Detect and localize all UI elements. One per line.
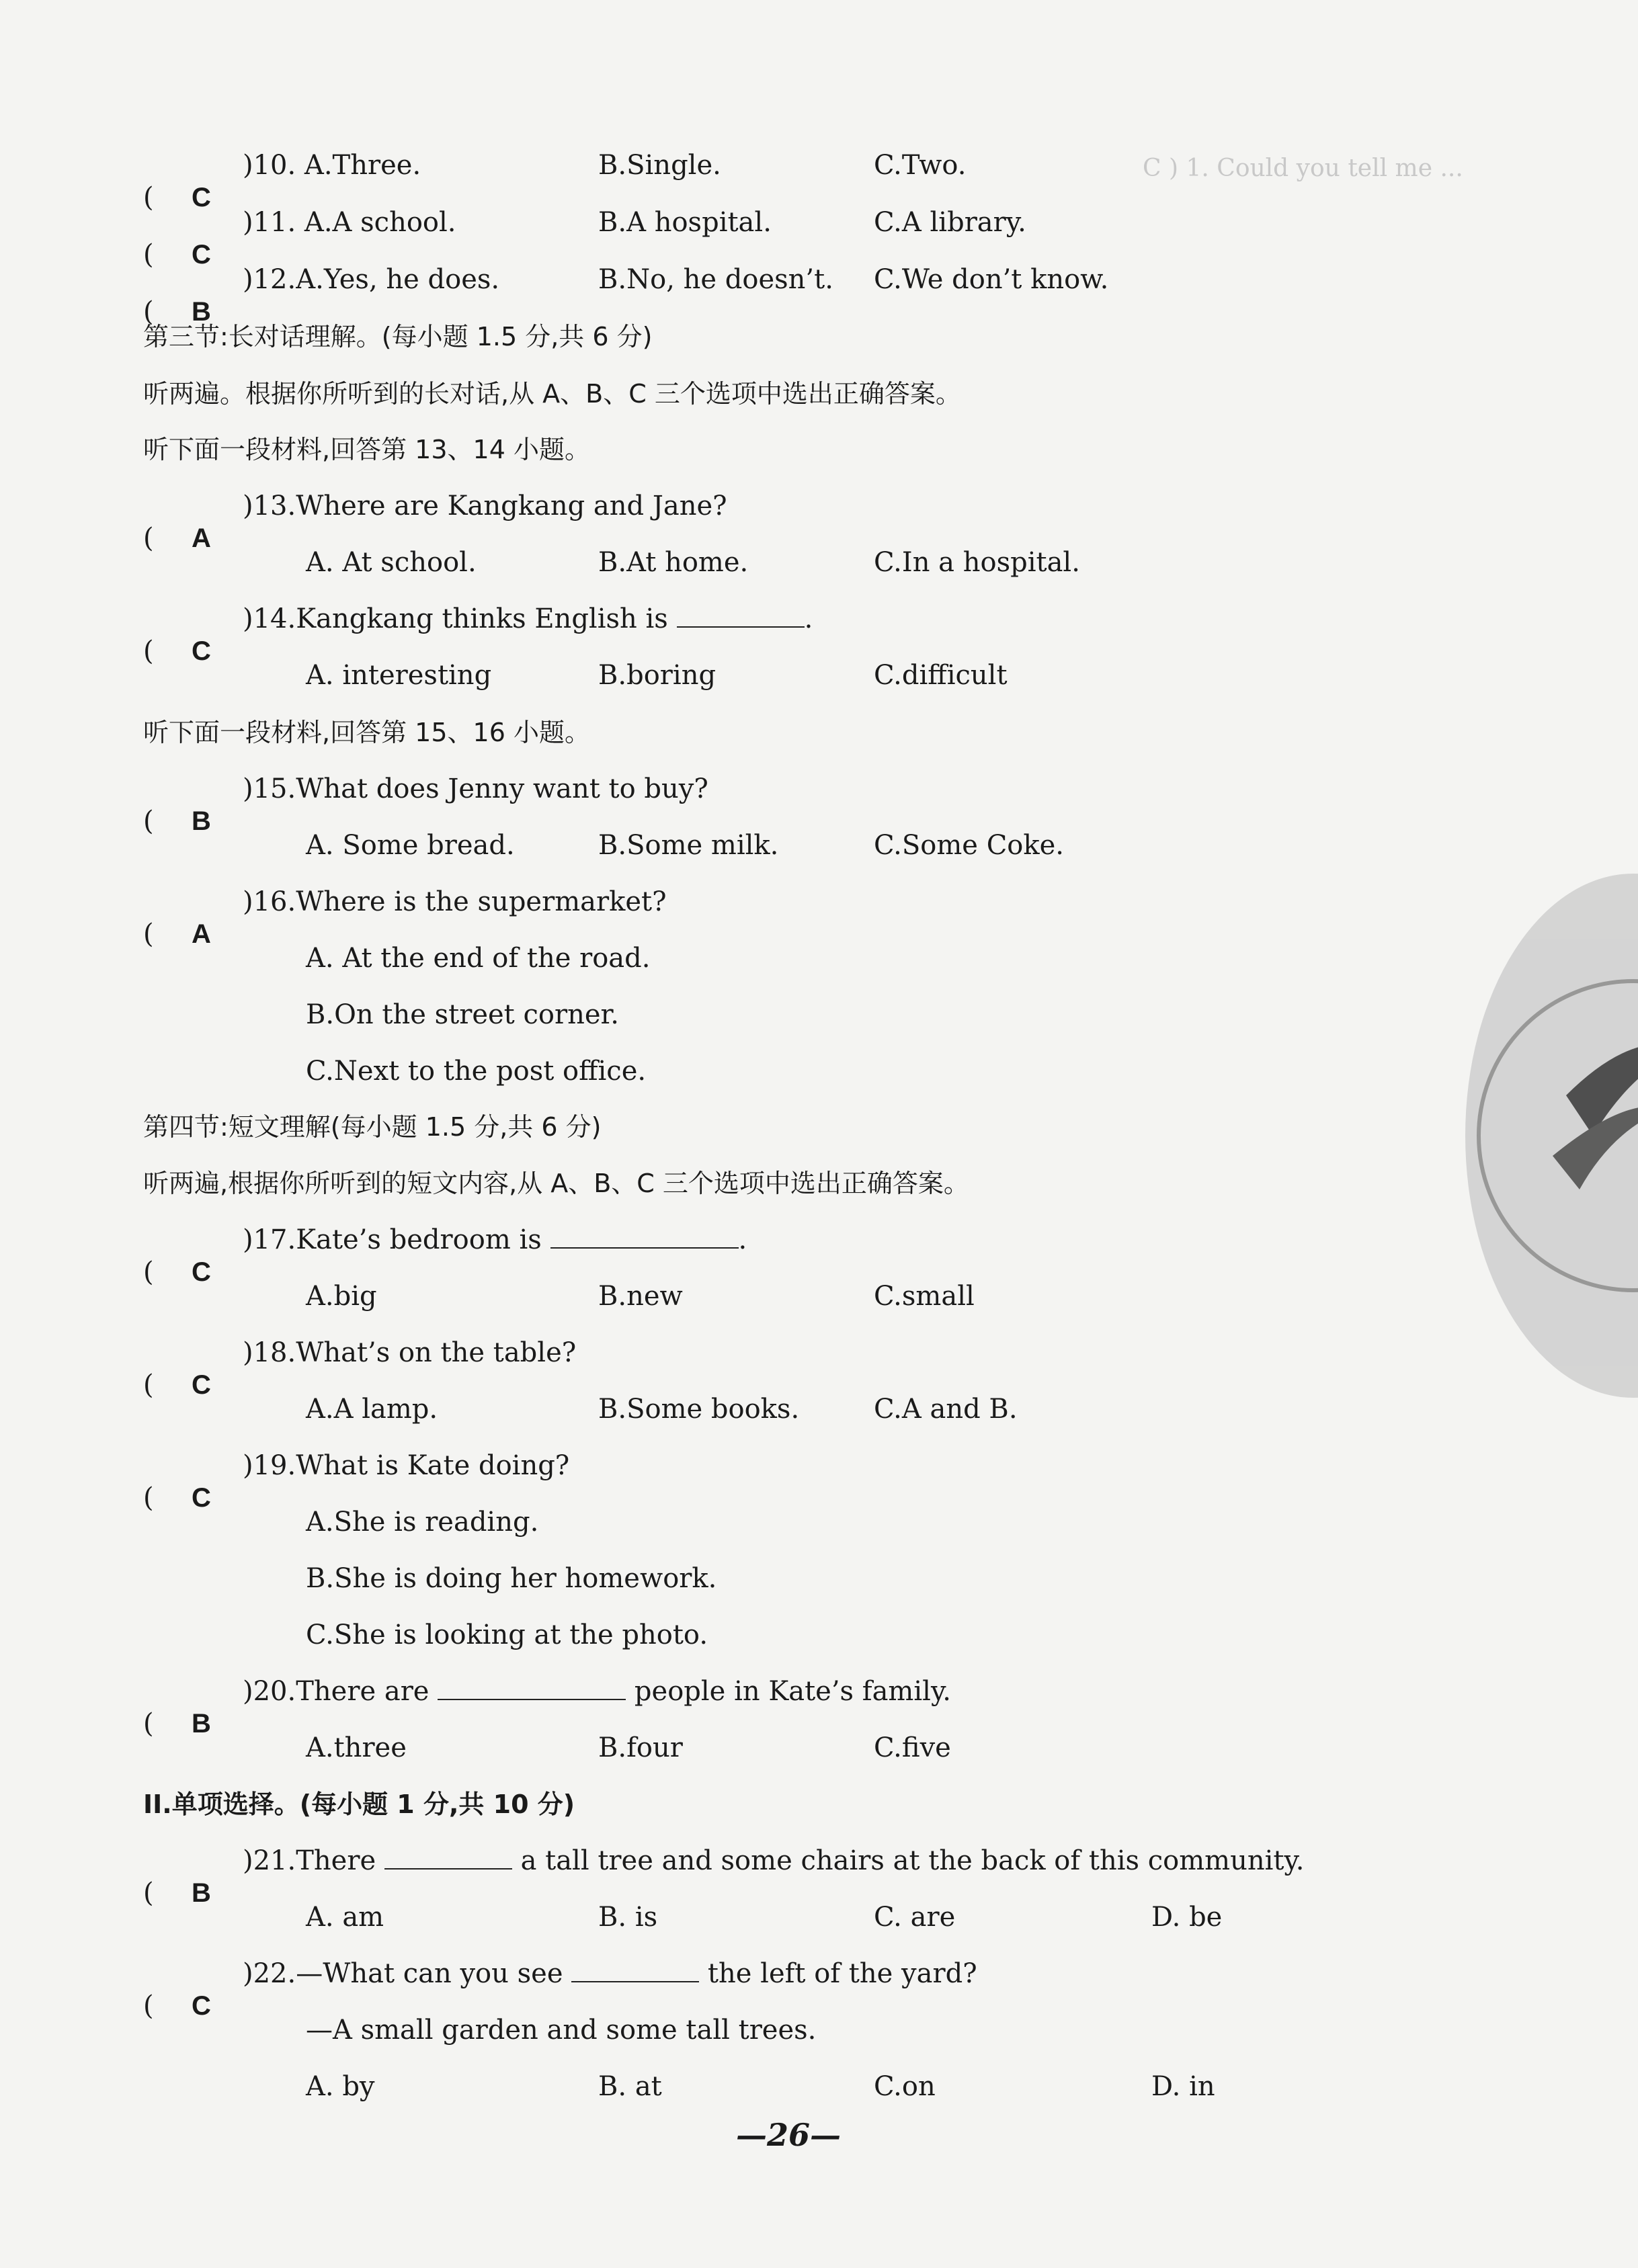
worksheet-page: C ) 1. Could you tell me ... ( C )10. A.Three. B.Single. C.Two. ( C )11. A.A school. B.A hospital. C.A library. ( B )12.A.Yes, he does. B.No, he doesn’t. C.We don’t know. 第三节:长对话理解。(每小题 1.5 分,共 6 分) 听两遍。根据你所听到的长对话,从 A、B、C 三个选项中选出正确答案。 听下面一段材料,回答第 13、14 小题。 ( A )13.Where are Kangkang and Jane? A. At school. B.At home. C.In a hospital. ( C )14.Kangkang thinks English is . A. interesting B.boring C.difficult 听下面一段材料,回答第 15、16 小题。 ( B )15.What does Jenny want to buy? A. Some bread. B.Some milk. C.Some Coke. ( A )16.Where is the supermarket? A. At the end of the road. B.On the street corner. C.Next to the post office. 第四节:短文理解(每小题 1.5 分,共 6 分) 听两遍,根据你所听到的短文内容,从 A、B、C 三个选项中选出正确答案。 ( C )17.Kate’s bedroom is . A.big B.new C.small ( C )18.What’s on the table? A.A lamp. B.Some books. C.A and B. ( C )19.What is Kate doing? A.She is reading. B.She is doing her homework. C.She is looking at the photo. ( B )20.There are people in Kate’s family. A.three B.four C.five II.单项选择。(每小题 1 分,共 10 分) ( B )21.There a tall tree and some chairs at the back of this community. A. am B. is C. are D. be ( C )22.—What can you see the left of the yard? —A small garden and some tall trees. A. by B. at C.on D. in —26— bbox=[0, 0, 1638, 2268]
answer-blank bbox=[677, 599, 805, 628]
material-15-16: 听下面一段材料,回答第 15、16 小题。 bbox=[143, 718, 590, 747]
answer-blank bbox=[571, 1954, 699, 1982]
question-12: ( B )12.A.Yes, he does. B.No, he doesn’t. C.We don’t know. bbox=[143, 264, 1109, 327]
question-13: ( A )13.Where are Kangkang and Jane? bbox=[143, 491, 727, 554]
answer-blank bbox=[438, 1672, 626, 1700]
answer-blank bbox=[550, 1220, 739, 1249]
section-4-instruction: 听两遍,根据你所听到的短文内容,从 A、B、C 三个选项中选出正确答案。 bbox=[143, 1169, 969, 1198]
question-17: ( C )17.Kate’s bedroom is . bbox=[143, 1216, 290, 1263]
material-13-14: 听下面一段材料,回答第 13、14 小题。 bbox=[143, 435, 590, 464]
question-18: ( C )18.What’s on the table? bbox=[143, 1337, 577, 1400]
question-16: ( A )16.Where is the supermarket? bbox=[143, 886, 667, 950]
section-3-instruction: 听两遍。根据你所听到的长对话,从 A、B、C 三个选项中选出正确答案。 bbox=[143, 379, 961, 409]
question-14: ( C )14.Kangkang thinks English is . bbox=[143, 595, 290, 642]
bleed-through-text: C ) 1. Could you tell me ... bbox=[1143, 155, 1463, 182]
question-19: ( C )19.What is Kate doing? bbox=[143, 1450, 570, 1513]
section-2-title: II.单项选择。(每小题 1 分,共 10 分) bbox=[143, 1790, 575, 1819]
stamp-emblem-icon bbox=[1465, 874, 1638, 1398]
question-11: ( C )11. A.A school. B.A hospital. C.A library. bbox=[143, 207, 1026, 270]
question-10: ( C )10. A.Three. B.Single. C.Two. bbox=[143, 150, 967, 213]
question-20: ( B )20.There are people in Kate’s family. bbox=[143, 1668, 290, 1715]
question-21: ( B )21.There a tall tree and some chairs at the back of this community. bbox=[143, 1837, 290, 1884]
section-3-title: 第三节:长对话理解。(每小题 1.5 分,共 6 分) bbox=[143, 322, 653, 351]
question-22: ( C )22.—What can you see the left of the yard? bbox=[143, 1950, 290, 1997]
section-4-title: 第四节:短文理解(每小题 1.5 分,共 6 分) bbox=[143, 1112, 602, 1142]
page-number: —26— bbox=[736, 2117, 842, 2153]
copyright-stamp bbox=[1465, 874, 1638, 1398]
question-15: ( B )15.What does Jenny want to buy? bbox=[143, 773, 708, 837]
answer-blank bbox=[384, 1841, 512, 1870]
